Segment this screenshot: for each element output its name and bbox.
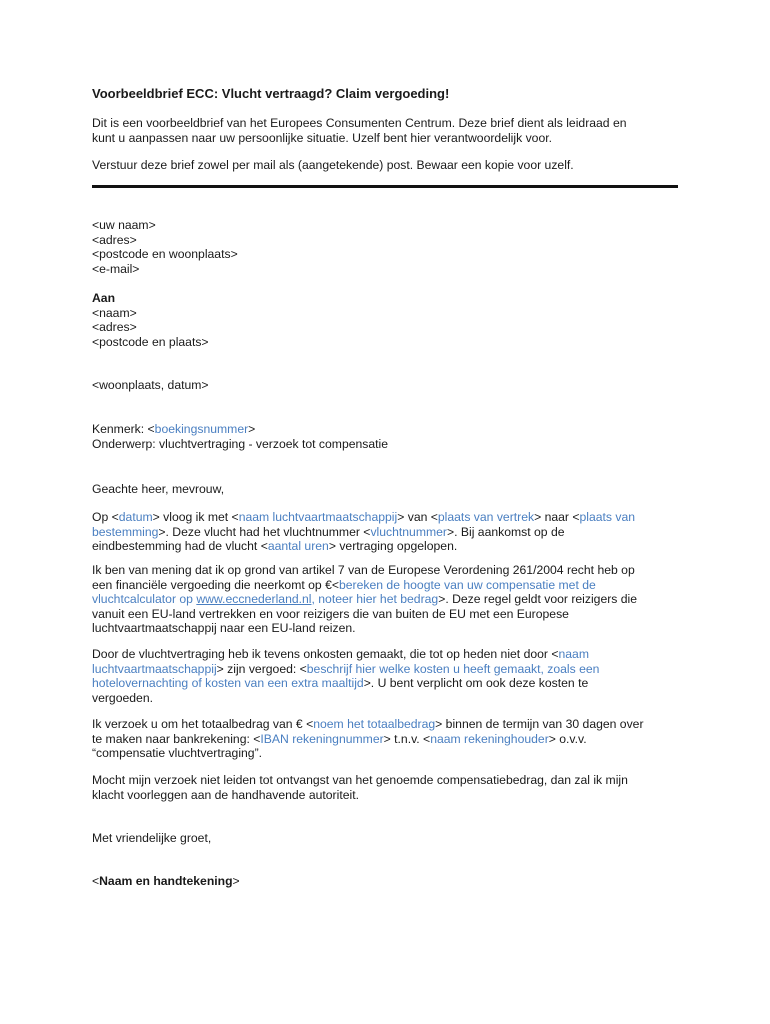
recipient-postcode: <postcode en plaats> [92, 334, 209, 349]
sender-block [92, 218, 692, 276]
paragraph-flight: Op <datum> vloog ik met <naam luchtvaartmaatschappij> van <plaats van vertrek> naar <plaats van bestemming>. Deze vlucht had het vluchtnummer <vluchtnummer>. Bij aankomst op de eindbestemming had de vlucht <aantal uren> vertraging opgelopen. [92, 510, 636, 554]
recipient-address: <adres> [92, 320, 137, 335]
reference-block [92, 422, 692, 451]
paragraph-expenses: Door de vluchtvertraging heb ik tevens onkosten gemaakt, die tot op heden niet door <naam luchtvaartmaatschappij> zijn vergoed: <beschrijf hier welke kosten u heeft gemaakt, zoals een hotelovernachting of kosten van een extra maaltijd>. U bent verplicht om ook deze kosten te vergoeden. [92, 647, 600, 705]
sender-postcode: <postcode en woonplaats> [92, 247, 238, 262]
paragraph-escalation: Mocht mijn verzoek niet leiden tot ontvangst van het genoemde compensatiebedrag, dan zal ik mijn klacht voorleggen aan de handhavende autoriteit. [92, 773, 628, 802]
closing: Met vriendelijke groet, [92, 831, 212, 845]
recipient-label: Aan [92, 291, 116, 305]
signature-line: <Naam en handtekening> [92, 874, 240, 888]
page-title: Voorbeeldbrief ECC: Vlucht vertraagd? Claim vergoeding! [92, 86, 450, 101]
paragraph-payment: Ik verzoek u om het totaalbedrag van € <noem het totaalbedrag> binnen de termijn van 30 dagen over te maken naar bankrekening: <IBAN rekeningnummer> t.n.v. <naam rekeninghouder> o.v.v. “compensatie vluchtvertraging”. [92, 717, 644, 761]
sender-address: <adres> [92, 232, 137, 247]
send-instruction: Verstuur deze brief zowel per mail als (aangetekende) post. Bewaar een kopie voor uzelf. [92, 158, 574, 172]
recipient-block [92, 291, 692, 349]
intro-text: Dit is een voorbeeldbrief van het Europees Consumenten Centrum. Deze brief dient als leidraad en kunt u aanpassen naar uw persoonlijke situatie. Uzelf bent hier verantwoordelijk voor. [92, 116, 627, 145]
paragraph-compensation: Ik ben van mening dat ik op grond van artikel 7 van de Europese Verordening 261/2004 recht heb op een financiële vergoeding die neerkomt op €<bereken de hoogte van uw compensatie met de vluchtcalculator op www.eccnederland.nl, noteer hier het bedrag>. Deze regel geldt voor reizigers die vanuit een EU-land vertrekken en voor reizigers die van buiten de EU met een Europese luchtvaartmaatschappij naar een EU-land reizen. [92, 563, 638, 636]
onderwerp-line: Onderwerp: vluchtvertraging - verzoek tot compensatie [92, 436, 389, 451]
recipient-name: <naam> [92, 305, 137, 320]
kenmerk-line: Kenmerk: <boekingsnummer> [92, 422, 256, 436]
salutation: Geachte heer, mevrouw, [92, 482, 225, 496]
sender-email: <e-mail> [92, 261, 140, 276]
sender-name: <uw naam> [92, 218, 156, 232]
ecc-website-link[interactable]: www.eccnederland.nl [196, 592, 312, 607]
divider-line [92, 185, 678, 188]
place-date: <woonplaats, datum> [92, 378, 209, 392]
